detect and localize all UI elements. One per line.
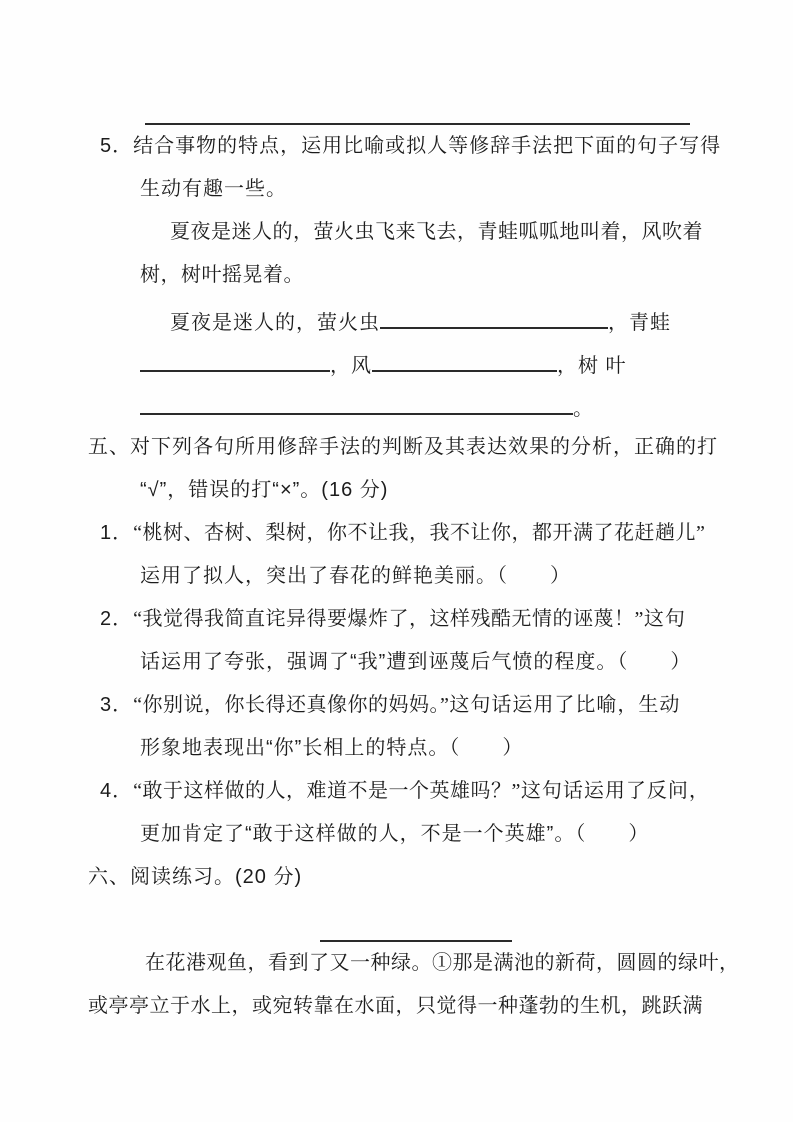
answer-blank-frog — [140, 340, 330, 372]
item3-number: 3． — [100, 694, 134, 716]
item4-tail: 这句话运用了反问， — [520, 780, 710, 802]
fill-line2-post: ，树 叶 — [557, 355, 627, 377]
section6-header: 六、阅读练习。(20 分) — [88, 866, 303, 888]
question5-prompt-line2: 生动有趣一些。 — [140, 178, 287, 200]
item4-quote: “敢于这样做的人，难道不是一个英雄吗？” — [133, 780, 521, 802]
item3-quote: “你别说，你长得还真像你的妈妈。” — [133, 694, 450, 716]
section5-item1-line2: 运用了拟人，突出了春花的鲜艳美丽。（ ） — [140, 565, 571, 587]
fill-line3-post: 。 — [573, 398, 594, 420]
answer-blank-line-top — [145, 82, 690, 125]
section5-item1-line1 — [100, 512, 793, 555]
section5-item3-line1 — [100, 684, 793, 727]
section5-item4-line1 — [100, 770, 793, 813]
passage-title-blank-line — [320, 899, 512, 942]
question5-prompt-line1 — [100, 125, 793, 168]
question5-example-line1: 夏夜是迷人的，萤火虫飞来飞去，青蛙呱呱地叫着，风吹着 — [170, 221, 703, 243]
item2-quote: “我觉得我简直诧异得要爆炸了，这样残酷无情的诬蔑！” — [133, 608, 644, 630]
fill-line1-pre: 夏夜是迷人的，萤火虫 — [170, 312, 380, 334]
section5-item2-line1 — [100, 598, 793, 641]
question5-example-line2: 树，树叶摇晃着。 — [140, 264, 304, 286]
answer-blank-firefly — [380, 297, 608, 329]
section5-header-line2: “√”，错误的打“×”。(16 分) — [140, 479, 389, 501]
item4-number: 4． — [100, 780, 134, 802]
section5-item4-line2: 更加肯定了“敢于这样做的人，不是一个英雄”。（ ） — [140, 823, 650, 845]
question5-number: 5． — [100, 135, 134, 157]
fill-line2-mid: ，风 — [330, 355, 372, 377]
section5-item2-line2: 话运用了夸张，强调了“我”遭到诬蔑后气愤的程度。（ ） — [140, 651, 692, 673]
item2-tail: 这句 — [643, 608, 686, 630]
passage-line2: 或亭亭立于水上，或宛转靠在水面，只觉得一种蓬勃的生机，跳跃满 — [88, 995, 703, 1017]
passage-line1: 在花港观鱼，看到了又一种绿。①那是满池的新荷，圆圆的绿叶， — [145, 952, 740, 974]
answer-blank-wind — [372, 340, 557, 372]
item1-quote: “桃树、杏树、梨树，你不让我，我不让你，都开满了花赶趟儿” — [133, 522, 706, 544]
item3-tail: 这句话运用了比喻，生动 — [449, 694, 681, 716]
question5-fill-line1 — [170, 297, 793, 340]
question5-prompt-text: 结合事物的特点，运用比喻或拟人等修辞手法把下面的句子写得 — [133, 135, 722, 157]
question5-fill-line2 — [140, 340, 793, 383]
item2-number: 2． — [100, 608, 134, 630]
item1-number: 1． — [100, 522, 134, 544]
section5-item3-line2: 形象地表现出“你”长相上的特点。（ ） — [140, 737, 524, 759]
question5-fill-line3 — [140, 383, 793, 426]
section5-header-line1: 五、对下列各句所用修辞手法的判断及其表达效果的分析，正确的打 — [88, 436, 718, 458]
fill-line1-post: ，青蛙 — [608, 312, 671, 334]
answer-blank-leaves — [140, 383, 573, 415]
